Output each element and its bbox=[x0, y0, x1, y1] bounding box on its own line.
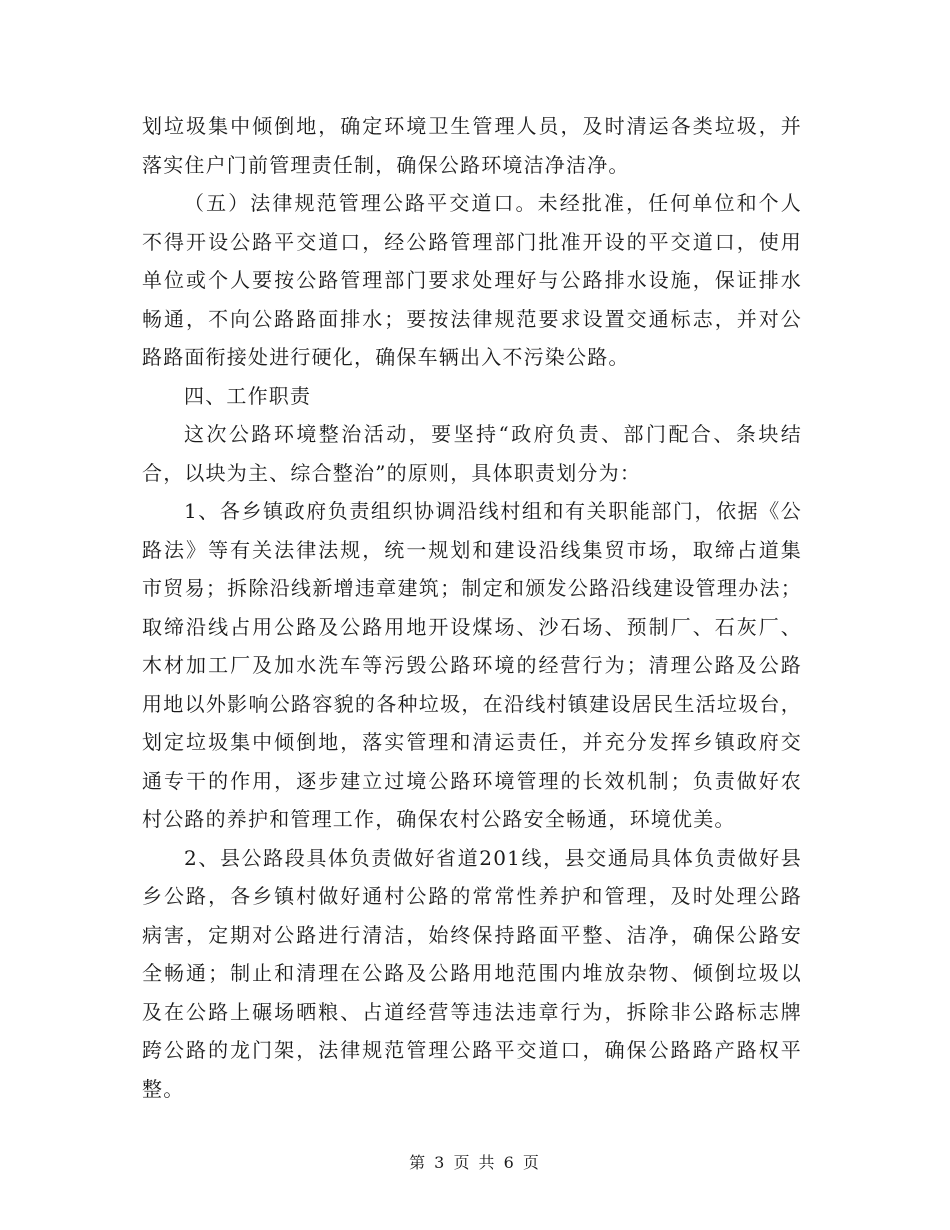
document-body bbox=[142, 107, 802, 1108]
text-line: 划定垃圾集中倾倒地，落实管理和清运责任，并充分发挥乡镇政府交 bbox=[142, 730, 802, 754]
text-line: 木材加工厂及加水洗车等污毁公路环境的经营行为；清理公路及公路 bbox=[142, 653, 802, 677]
text-line: 1、各乡镇政府负责组织协调沿线村组和有关职能部门，依据《公 bbox=[184, 499, 802, 523]
page-footer: 第 3 页 共 6 页 bbox=[409, 1153, 541, 1172]
text-line: 路路面衔接处进行硬化，确保车辆出入不污染公路。 bbox=[142, 345, 630, 369]
text-line: 单位或个人要按公路管理部门要求处理好与公路排水设施，保证排水 bbox=[142, 268, 802, 292]
text-line: 四、工作职责 bbox=[184, 383, 312, 408]
text-line: 用地以外影响公路容貌的各种垃圾，在沿线村镇建设居民生活垃圾台， bbox=[142, 691, 802, 716]
text-line: 畅通，不向公路路面排水；要按法律规范要求设置交通标志，并对公 bbox=[142, 306, 802, 331]
text-line: 合，以块为主、综合整治”的原则，具体职责划分为： bbox=[142, 460, 642, 485]
text-line: 及在公路上碾场晒粮、占道经营等违法违章行为，拆除非公路标志牌 bbox=[142, 999, 802, 1024]
text-line: 整。 bbox=[142, 1076, 185, 1101]
text-line: 村公路的养护和管理工作，确保农村公路安全畅通，环境优美。 bbox=[142, 807, 736, 831]
text-line: 落实住户门前管理责任制，确保公路环境洁净洁净。 bbox=[142, 152, 630, 177]
text-line: 这次公路环境整治活动，要坚持“政府负责、部门配合、条块结 bbox=[184, 422, 802, 446]
text-line: 不得开设公路平交道口，经公路管理部门批准开设的平交道口，使用 bbox=[142, 229, 802, 254]
text-line: 乡公路，各乡镇村做好通村公路的常常性养护和管理，及时处理公路 bbox=[142, 884, 802, 908]
text-line: 路法》等有关法律法规，统一规划和建设沿线集贸市场，取缔占道集 bbox=[142, 537, 802, 562]
text-line: 病害，定期对公路进行清洁，始终保持路面平整、洁净，确保公路安 bbox=[142, 922, 802, 947]
text-line: 全畅通；制止和清理在公路及公路用地范围内堆放杂物、倾倒垃圾以 bbox=[142, 961, 802, 985]
text-line: 市贸易；拆除沿线新增违章建筑；制定和颁发公路沿线建设管理办法； bbox=[142, 576, 802, 600]
text-line: （五）法律规范管理公路平交道口。未经批准，任何单位和个人 bbox=[184, 191, 802, 215]
text-line: 2、县公路段具体负责做好省道201线，县交通局具体负责做好县 bbox=[184, 845, 802, 870]
text-line: 通专干的作用，逐步建立过境公路环境管理的长效机制；负责做好农 bbox=[142, 768, 802, 793]
text-line: 取缔沿线占用公路及公路用地开设煤场、沙石场、预制厂、石灰厂、 bbox=[142, 614, 802, 639]
text-line: 跨公路的龙门架，法律规范管理公路平交道口，确保公路路产路权平 bbox=[142, 1038, 802, 1062]
text-line: 划垃圾集中倾倒地，确定环境卫生管理人员，及时清运各类垃圾，并 bbox=[142, 114, 802, 138]
